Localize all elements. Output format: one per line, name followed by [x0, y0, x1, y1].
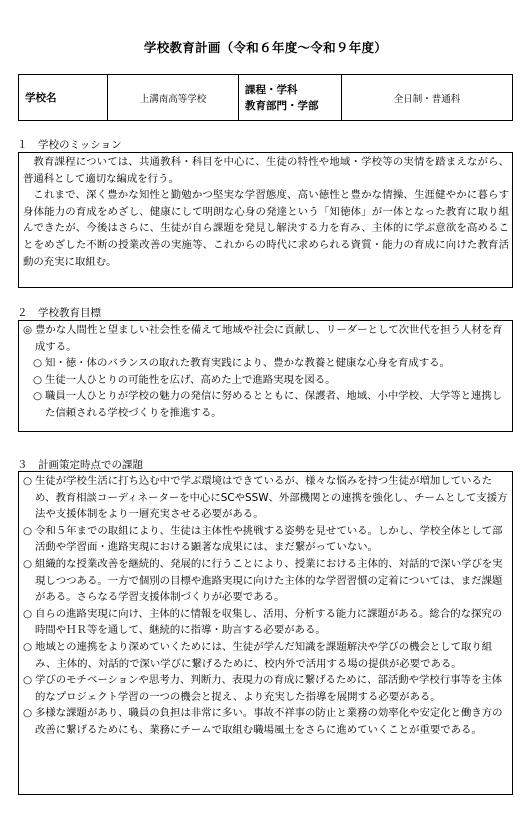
- issue-item-text: 令和５年までの取組により、生徒は主体性や挑戦する姿勢を見せている。しかし、学校全体として部活動や学習面・進路実現における顕著な成果には、まだ繋がっていない。: [35, 524, 503, 554]
- course-label: [239, 75, 342, 121]
- issues-box: [18, 471, 513, 795]
- double-circle-bullet: ◎: [23, 324, 33, 336]
- issue-item-text: 自らの進路実現に向け、主体的に情報を収集し、活用、分析する能力に課題がある。総合的な探究の時間やＨＲ等を通して、継続的に指導・助言する必要がある。: [35, 607, 503, 637]
- mission-box: [18, 152, 513, 288]
- course-label-line-2: 教育部門・学部: [245, 99, 319, 112]
- circle-bullet: ○: [33, 373, 43, 386]
- course-label-line-1: 課程・学科: [245, 83, 298, 96]
- goal-item-text: 生徒一人ひとりの可能性を広げ、高めた上で進路実現を図る。: [45, 373, 336, 386]
- issue-item-text: 学びのモチベーションや思考力、判断力、表現力の育成に繋げるために、部活動や学校行事等を主体的なプロジェクト学習の一つの機会と捉え、より充実した指導を展開する必要がある。: [35, 674, 503, 703]
- issue-item: [23, 473, 509, 523]
- goal-item-text: 職員一人ひとりが学校の魅力の発信に努めるとともに、保護者、地域、小中学校、大学等と連携した信頼される学校づくりを推進する。: [45, 390, 503, 419]
- circle-bullet: ○: [23, 475, 33, 487]
- school-name-label: 学校名: [19, 75, 108, 121]
- goal-main: [23, 322, 509, 355]
- school-name-value: 上溝南高等学校: [108, 75, 239, 121]
- goal-main-text: 豊かな人間性と望ましい社会性を備えて地域や社会に貢献し、リーダーとして次世代を担う人材を育成する。: [35, 324, 503, 353]
- school-info-table: [18, 74, 513, 121]
- issue-item-text: 生徒が学校生活に打ち込む中で学ぶ環境はできているが、様々な悩みを持つ生徒が増加しているため、教育相談コーディネーターを中心にSCやSSW、外部機関との連携を強化し、チームとして支援方法や支援体制をより一層充実させる必要がある。: [35, 475, 508, 521]
- issue-item-text: 地域との連携をより深めていくためには、生徒が学んだ知識を課題解決や学びの機会として取り組み、主体的、対話的で深い学びに繋げるために、校内外で活用する場の提供が必要である。: [35, 640, 493, 670]
- goal-item: [33, 372, 509, 389]
- circle-bullet: ○: [23, 707, 33, 720]
- circle-bullet: ○: [23, 607, 33, 620]
- circle-bullet: ○: [23, 674, 33, 687]
- circle-bullet: ○: [23, 557, 33, 570]
- circle-bullet: ○: [23, 524, 33, 537]
- page-title: 学校教育計画（令和６年度〜令和９年度）: [143, 40, 388, 55]
- issue-item: [23, 705, 509, 738]
- mission-paragraph: これまで、深く豊かな知性と勤勉かつ堅実な学習態度、高い徳性と豊かな情操、生涯健やかに暮らす身体能力の育成をめざし、健康にして明朗な心身の発達という「知徳体」が一体となった教育に取り組んできたが、今後はさらに、生徒が自ら課題を発見し解決する力を育み、主体的に学ぶ意欲を高めることをめざした不断の授業改善の実施等、これからの時代に求められる資質・能力の育成に向けた教育活動の充実に取組む。: [23, 189, 509, 268]
- issue-item: [23, 523, 509, 556]
- goal-item: [33, 388, 509, 421]
- goals-box: [18, 320, 513, 432]
- issue-item-text: 多様な課題があり、職員の負担は非常に多い。事故不祥事の防止と業務の効率化や安定化と働き方の改善に繋げるためにも、業務にチームで取組む職場風土をさらに進めていくことが重要である。: [35, 707, 503, 736]
- issue-item: [23, 606, 509, 639]
- circle-bullet: ○: [23, 640, 33, 653]
- goal-item-text: 知・徳・体のバランスの取れた教育実践により、豊かな教養と健康な心身を育成する。: [45, 357, 450, 370]
- course-value: 全日制・普通科: [342, 75, 513, 121]
- issue-item: [23, 639, 509, 672]
- circle-bullet: ○: [33, 390, 43, 403]
- section-1-title: １ 学校のミッション: [17, 139, 122, 151]
- mission-paragraph: 教育課程については、共通教科・科目を中心に、生徒の特性や地域・学校等の実情を踏まえながら、普通科として適切な編成を行う。: [23, 156, 509, 185]
- circle-bullet: ○: [33, 357, 43, 370]
- issue-item: [23, 556, 509, 606]
- issue-item-text: 組織的な授業改善を継続的、発展的に行うことにより、授業における主体的、対話的で深い学びを実現しつつある。一方で個別の目標や進路実現に向けた主体的な学習習慣の定着については、まだ課題がある。さらなる学習支援体制づくりが必要である。: [35, 557, 503, 604]
- goal-item: [33, 355, 509, 372]
- section-3-title: ３ 計画策定時点での課題: [17, 459, 143, 471]
- issue-item: [23, 672, 509, 705]
- section-2-title: ２ 学校教育目標: [17, 307, 101, 319]
